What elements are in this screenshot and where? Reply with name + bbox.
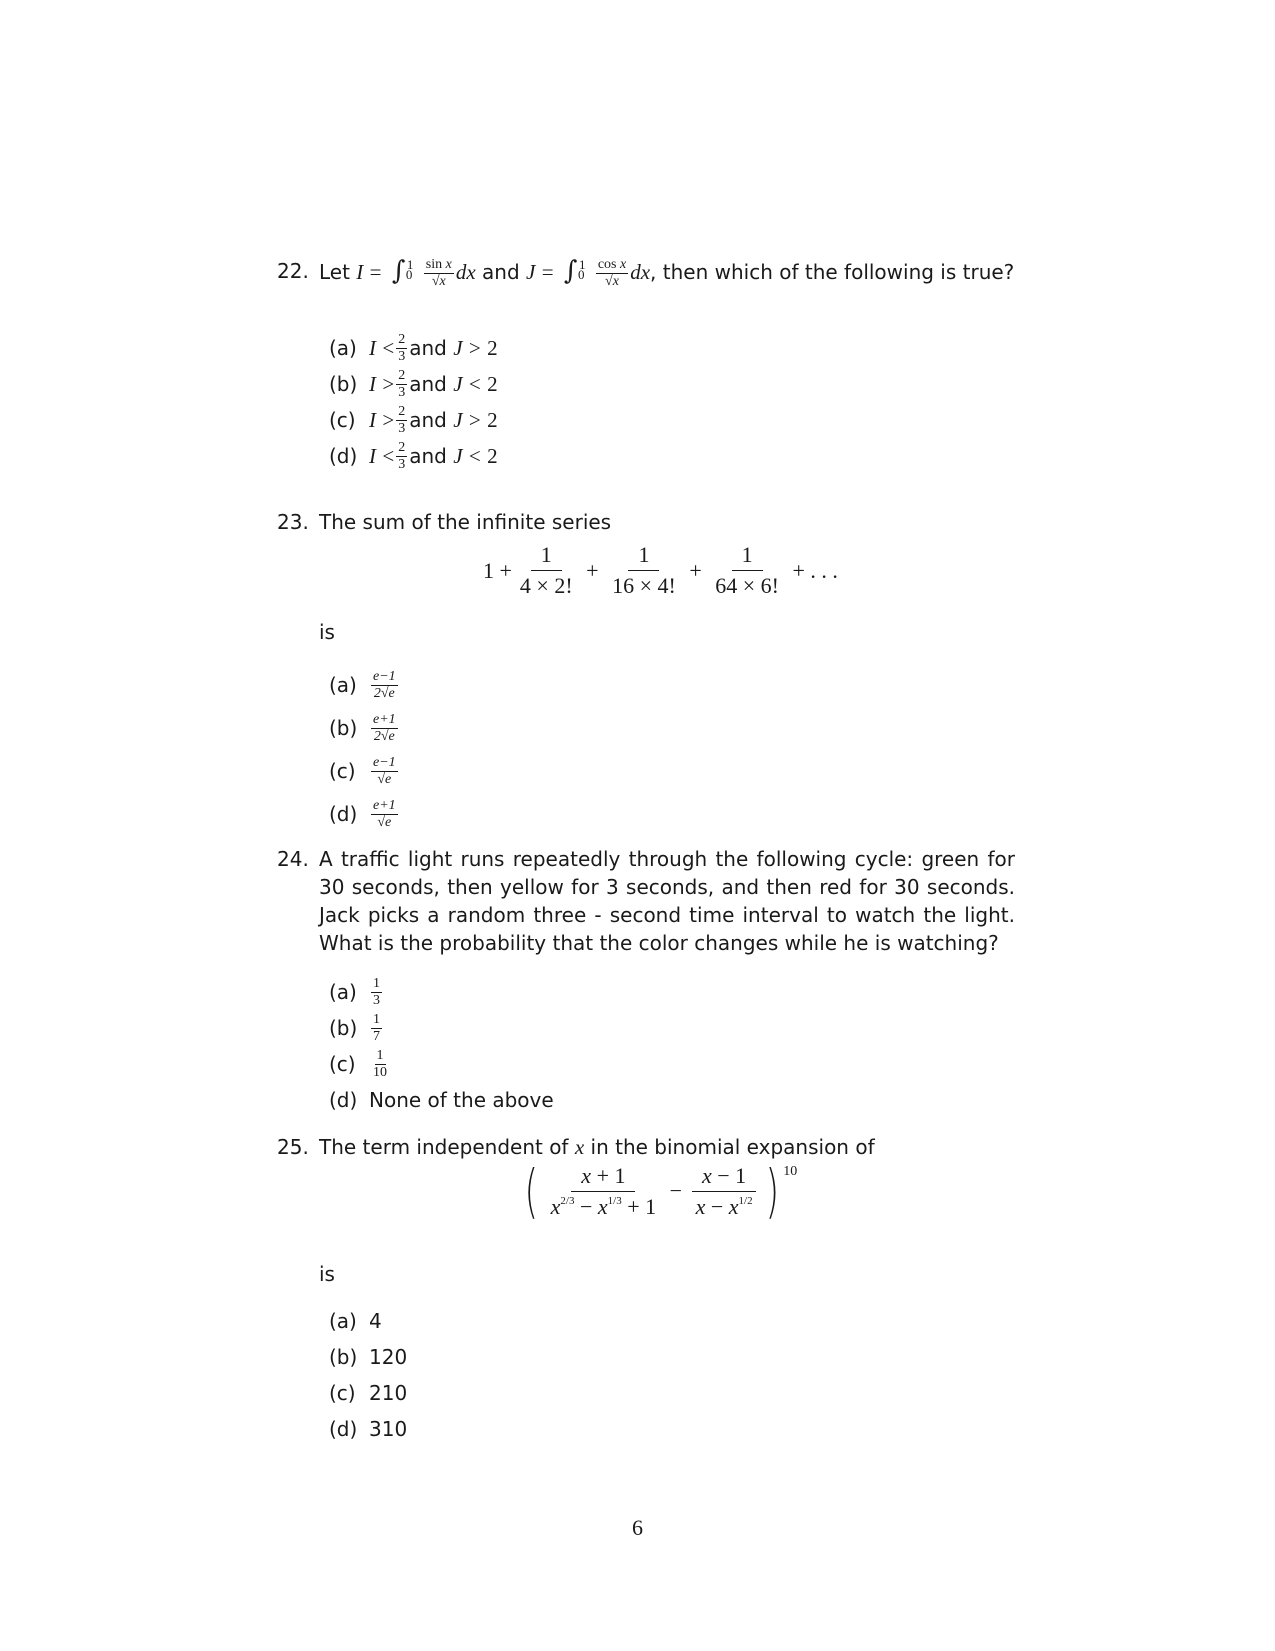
question-number: 25. <box>277 1135 309 1159</box>
option-c[interactable]: (c) 210 <box>329 1381 408 1405</box>
integral-sign: ∫ 1 0 <box>391 256 414 286</box>
q23-options <box>329 664 400 836</box>
is-text: is <box>319 620 335 644</box>
question-number: 23. <box>277 510 309 534</box>
option-c[interactable]: (c) $\frac{e-1}{√e}$ <box>329 755 396 787</box>
binomial-expression: ( $\frac{x + 1}{x^{2/3} - x^{1/3} + 1}$ − $\frac{x - 1}{x - x^{1/2}}$ ) 10 <box>524 1157 798 1225</box>
option-b[interactable]: (b) $\frac{e+1}{2√e}$ <box>329 712 396 744</box>
q25-options <box>329 1303 407 1447</box>
series-equation: 1 + $\frac{1}{4 \times 2!}$ + $\frac{1}{16 \times 4!}$ + $\frac{1}{64 \times 6!}$ + . . . <box>483 542 838 598</box>
option-b[interactable]: (b) $\frac{1}{7}$ <box>329 1011 380 1044</box>
q22-options <box>329 330 498 474</box>
question-22 <box>277 257 1015 289</box>
option-a[interactable]: (a) 4 <box>329 1309 382 1333</box>
exponent: 10 <box>783 1164 798 1179</box>
question-text: A traffic light runs repeatedly through the following cycle: green for 30 seconds, then yellow for 3 seconds, and then red for 30 seconds. Jack picks a random three - second time interval to watch the light. What is the probability that the color changes while he is watching? <box>319 847 1015 955</box>
question-text: Let I = ∫ 1 0 $\frac{\text{sin x}}{√x}$ dx and J = ∫ 1 0 $\frac{\text{cos x}}{√x}$ dx, then which of the following is true? <box>319 256 1015 289</box>
option-c[interactable]: (c) $\frac{1}{10}$ <box>329 1047 387 1080</box>
option-a[interactable]: (a) $\frac{e-1}{2√e}$ <box>329 669 396 701</box>
option-a[interactable]: (a) I < $\frac{2}{3}$ and J > 2 <box>329 331 498 364</box>
is-text: is <box>319 1262 335 1286</box>
option-a[interactable]: (a) $\frac{1}{3}$ <box>329 975 380 1008</box>
question-24 <box>277 845 1015 957</box>
q24-options <box>329 974 554 1118</box>
question-text: The term independent of x in the binomial expansion of <box>319 1135 875 1159</box>
question-number: 24. <box>277 847 309 871</box>
option-c[interactable]: (c) I > $\frac{2}{3}$ and J > 2 <box>329 403 498 436</box>
option-d[interactable]: (d) 310 <box>329 1417 408 1441</box>
question-number: 22. <box>277 259 309 283</box>
option-d[interactable]: (d) None of the above <box>329 1088 554 1112</box>
option-d[interactable]: (d) I < $\frac{2}{3}$ and J < 2 <box>329 439 498 472</box>
question-23 <box>277 508 1015 536</box>
question-25 <box>277 1133 1015 1161</box>
page-number: 6 <box>632 1515 643 1540</box>
question-text: The sum of the infinite series <box>319 510 612 534</box>
option-b[interactable]: (b) 120 <box>329 1345 408 1369</box>
integral-sign: ∫ 1 0 <box>563 256 586 286</box>
option-b[interactable]: (b) I > $\frac{2}{3}$ and J < 2 <box>329 367 498 400</box>
option-d[interactable]: (d) $\frac{e+1}{√e}$ <box>329 798 396 830</box>
